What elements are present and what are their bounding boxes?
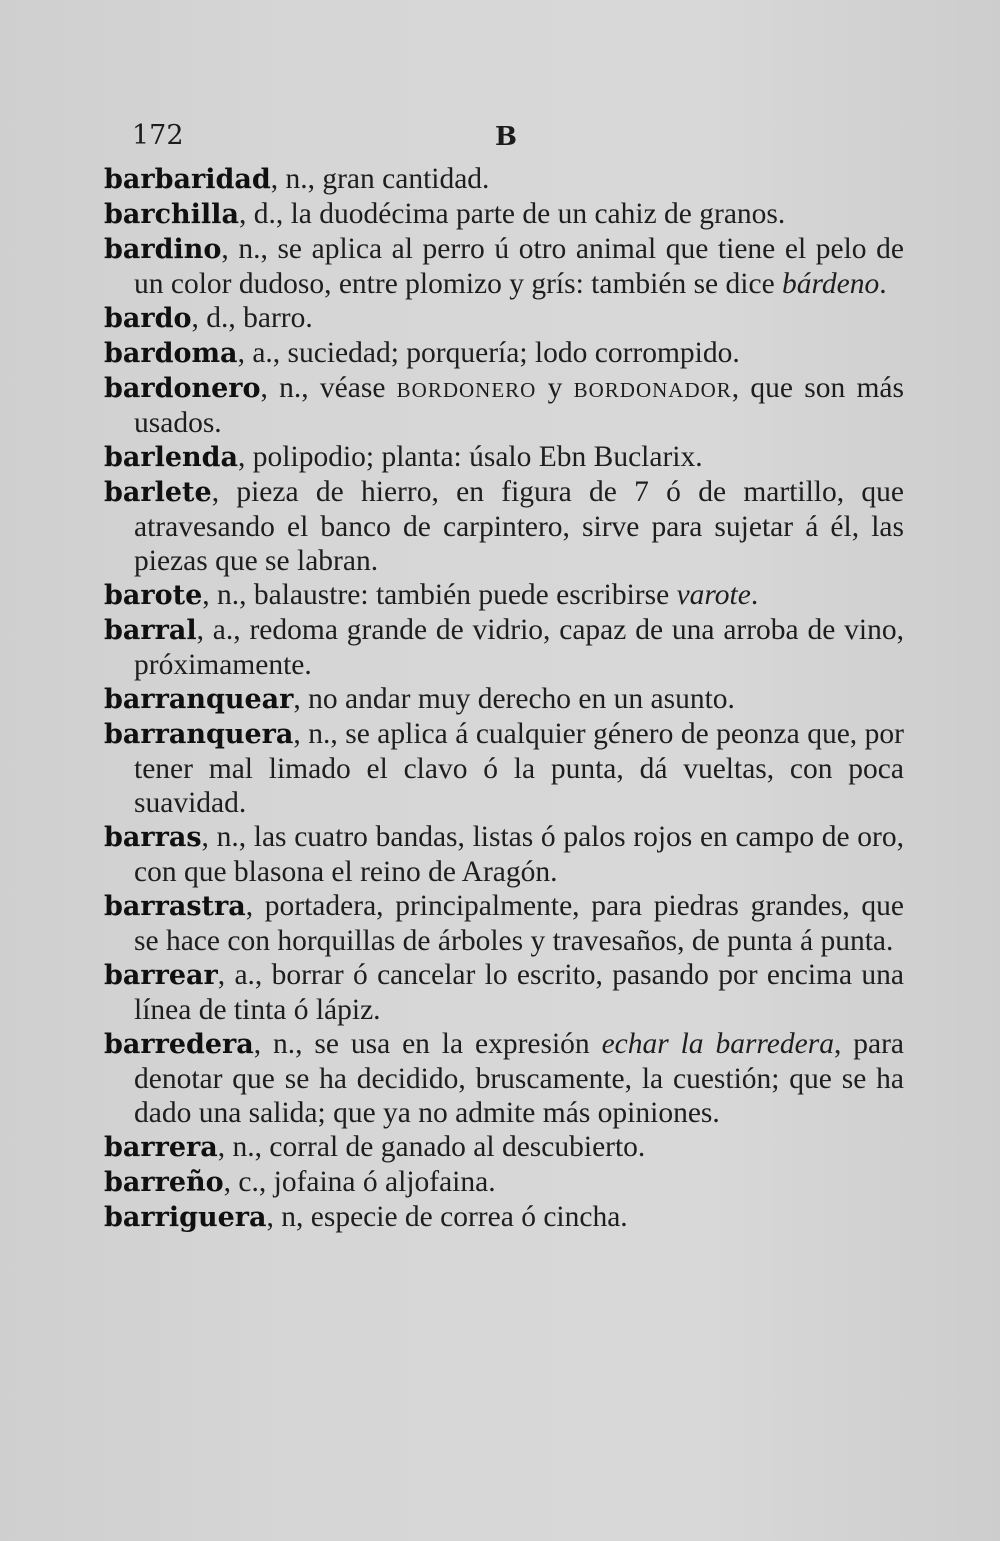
- entry-headword: barote: [104, 580, 203, 611]
- entry-definition: , n., véase: [260, 372, 397, 404]
- page-header: [132, 120, 902, 160]
- entry-definition: , d., barro.: [191, 302, 313, 334]
- page-number: 172: [132, 120, 184, 151]
- entry-headword: barbaridad: [104, 164, 271, 195]
- dictionary-entry: [104, 682, 904, 717]
- entry-headword: barrera: [104, 1132, 218, 1163]
- dictionary-entry: [104, 440, 904, 475]
- dictionary-entry: [104, 162, 904, 197]
- dictionary-entry: [104, 1165, 904, 1200]
- dictionary-entry: [104, 475, 904, 578]
- dictionary-entry: [104, 717, 904, 820]
- entry-italic-term: echar la barredera: [601, 1028, 834, 1060]
- entry-headword: barrastra: [104, 891, 246, 922]
- entry-definition: , n., balaustre: también puede escribirse: [202, 579, 677, 611]
- entry-italic-term: varote: [676, 579, 751, 611]
- dictionary-entry: [104, 232, 904, 301]
- entry-headword: barrear: [104, 960, 218, 991]
- entry-headword: bardoma: [104, 338, 238, 369]
- entry-definition: , d., la duodécima parte de un cahiz de granos.: [238, 198, 786, 230]
- entry-definition-end: , para denotar que se ha decidido, bruscamente, la cuestión; que se ha dado una salida; que ya no admite más opiniones.: [134, 1028, 905, 1129]
- dictionary-entry: [104, 336, 904, 371]
- entry-definition-middle: y: [536, 372, 574, 404]
- entry-definition: , a., borrar ó cancelar lo escrito, pasando por encima una línea de tinta ó lápiz.: [134, 959, 904, 1026]
- entry-definition-end: .: [750, 579, 759, 611]
- entry-definition: , no andar muy derecho en un asunto.: [293, 683, 735, 715]
- entry-headword: barranquear: [104, 684, 294, 715]
- entry-definition: , n., se usa en la expresión: [253, 1028, 602, 1060]
- entry-definition: , n, especie de correa ó cincha.: [266, 1201, 628, 1233]
- entry-italic-term: bárdeno: [782, 268, 880, 300]
- dictionary-entry: [104, 958, 904, 1027]
- entry-definition: , n., gran cantidad.: [270, 163, 490, 195]
- section-letter: B: [495, 122, 517, 152]
- entry-definition: , n., se aplica á cualquier género de peonza que, por tener mal limado el clavo ó la punta, dá vueltas, con poca suavidad.: [134, 718, 904, 819]
- entry-headword: barriguera: [104, 1202, 267, 1233]
- entry-definition: , pieza de hierro, en figura de 7 ó de martillo, que atravesando el banco de carpintero, sirve para sujetar á él, las piezas que se labran.: [134, 476, 904, 577]
- entry-definition: , n., corral de ganado al descubierto.: [217, 1131, 646, 1163]
- dictionary-entry: [104, 889, 904, 958]
- entry-definition-end: .: [879, 268, 887, 300]
- dictionary-entry: [104, 301, 904, 336]
- dictionary-entry: [104, 613, 904, 682]
- entry-headword: barreño: [104, 1167, 224, 1198]
- entry-definition: , c., jofaina ó aljofaina.: [223, 1166, 496, 1198]
- entry-headword: barras: [104, 822, 202, 853]
- entry-headword: bardonero: [104, 373, 261, 404]
- entry-headword: barchilla: [104, 199, 239, 230]
- dictionary-entry: [104, 820, 904, 889]
- entry-definition-end: , que son más usados.: [134, 372, 905, 439]
- entry-headword: barranquera: [104, 719, 294, 750]
- entry-headword: barredera: [104, 1029, 254, 1060]
- entry-cross-reference: bordonador: [573, 372, 732, 404]
- entry-definition: , polipodio; planta: úsalo Ebn Buclarix.: [238, 441, 703, 473]
- entry-definition: , a., suciedad; porquería; lodo corrompido.: [237, 337, 740, 369]
- entry-definition: , a., redoma grande de vidrio, capaz de una arroba de vino, próximamente.: [134, 614, 904, 681]
- entry-definition: , n., se aplica al perro ú otro animal que tiene el pelo de un color dudoso, entre plomizo y grís: también se dice: [134, 233, 904, 300]
- entry-headword: barral: [104, 615, 197, 646]
- entry-definition: , portadera, principalmente, para piedras grandes, que se hace con horquillas de árboles y travesaños, de punta á punta.: [134, 890, 904, 957]
- entry-definition: , n., las cuatro bandas, listas ó palos rojos en campo de oro, con que blasona el reino de Aragón.: [134, 821, 904, 888]
- entry-cross-reference: bordonero: [396, 372, 537, 404]
- dictionary-entry: [104, 1200, 904, 1235]
- dictionary-entries: [104, 162, 904, 1235]
- dictionary-entry: [104, 371, 904, 440]
- entry-headword: bardo: [104, 303, 192, 334]
- dictionary-entry: [104, 578, 904, 613]
- dictionary-entry: [104, 197, 904, 232]
- entry-headword: barlenda: [104, 442, 239, 473]
- entry-headword: bardino: [104, 234, 222, 265]
- dictionary-entry: [104, 1027, 904, 1130]
- entry-headword: barlete: [104, 477, 212, 508]
- dictionary-entry: [104, 1130, 904, 1165]
